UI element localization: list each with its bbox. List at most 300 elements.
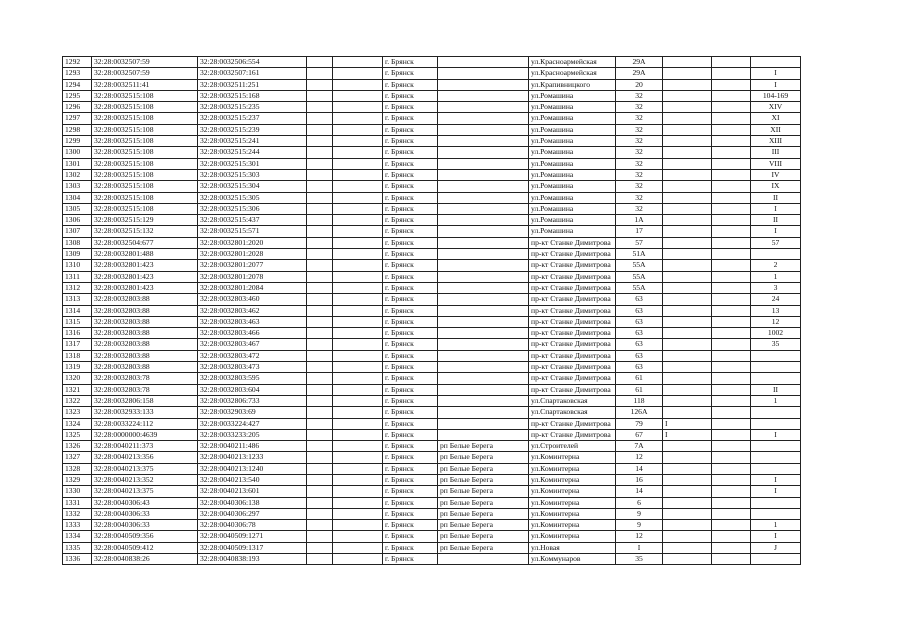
empty-cell — [333, 102, 383, 113]
table-row — [63, 294, 801, 305]
row-number: 1294 — [63, 79, 92, 90]
row-number: 1323 — [63, 407, 92, 418]
street: ул.Коминтерна — [529, 486, 616, 497]
empty-cell — [712, 520, 751, 531]
building-number — [663, 181, 712, 192]
premises-number: I — [751, 79, 801, 90]
table-row — [63, 520, 801, 531]
empty-cell — [712, 282, 751, 293]
parent-cadastral-number: 32:28:0040306:43 — [92, 497, 198, 508]
empty-cell — [307, 271, 333, 282]
table-row — [63, 169, 801, 180]
parent-cadastral-number: 32:28:0032515:108 — [92, 102, 198, 113]
empty-cell — [333, 249, 383, 260]
table-row — [63, 554, 801, 565]
cadastral-number: 32:28:0032801:2084 — [198, 282, 307, 293]
row-number: 1301 — [63, 158, 92, 169]
row-number: 1328 — [63, 463, 92, 474]
house-number: 51А — [616, 249, 663, 260]
cadastral-number: 32:28:0040306:297 — [198, 508, 307, 519]
empty-cell — [307, 520, 333, 531]
empty-cell — [333, 79, 383, 90]
street: пр-кт Станке Димитрова — [529, 362, 616, 373]
premises-number — [751, 452, 801, 463]
empty-cell — [712, 418, 751, 429]
row-number: 1333 — [63, 520, 92, 531]
house-number: 16 — [616, 474, 663, 485]
house-number: 126А — [616, 407, 663, 418]
row-number: 1312 — [63, 282, 92, 293]
parent-cadastral-number: 32:28:0032515:108 — [92, 90, 198, 101]
cadastral-number: 32:28:0032515:303 — [198, 169, 307, 180]
city: г. Брянск — [383, 181, 438, 192]
empty-cell — [307, 395, 333, 406]
city: г. Брянск — [383, 169, 438, 180]
table-row — [63, 441, 801, 452]
settlement — [438, 68, 529, 79]
table-row — [63, 90, 801, 101]
empty-cell — [333, 271, 383, 282]
street: пр-кт Станке Димитрова — [529, 237, 616, 248]
row-number: 1295 — [63, 90, 92, 101]
settlement: рп Белые Берега — [438, 452, 529, 463]
premises-number — [751, 497, 801, 508]
settlement — [438, 407, 529, 418]
parent-cadastral-number: 32:28:0032515:108 — [92, 124, 198, 135]
street: пр-кт Станке Димитрова — [529, 328, 616, 339]
empty-cell — [307, 90, 333, 101]
street: ул.Ромашина — [529, 158, 616, 169]
cadastral-number: 32:28:0032803:460 — [198, 294, 307, 305]
empty-cell — [333, 429, 383, 440]
house-number: 55А — [616, 271, 663, 282]
city: г. Брянск — [383, 554, 438, 565]
parent-cadastral-number: 32:28:0032803:88 — [92, 316, 198, 327]
house-number: 32 — [616, 181, 663, 192]
empty-cell — [307, 113, 333, 124]
settlement — [438, 395, 529, 406]
table-row — [63, 486, 801, 497]
empty-cell — [307, 452, 333, 463]
empty-cell — [333, 497, 383, 508]
table-row — [63, 113, 801, 124]
row-number: 1308 — [63, 237, 92, 248]
settlement: рп Белые Берега — [438, 520, 529, 531]
row-number: 1320 — [63, 373, 92, 384]
premises-number — [751, 350, 801, 361]
cadastral-number: 32:28:0040509:1317 — [198, 542, 307, 553]
empty-cell — [712, 147, 751, 158]
city: г. Брянск — [383, 249, 438, 260]
row-number: 1327 — [63, 452, 92, 463]
building-number — [663, 237, 712, 248]
row-number: 1302 — [63, 169, 92, 180]
cadastral-number: 32:28:0032803:466 — [198, 328, 307, 339]
building-number — [663, 79, 712, 90]
parent-cadastral-number: 32:28:0032515:108 — [92, 158, 198, 169]
building-number — [663, 452, 712, 463]
table-row — [63, 136, 801, 147]
empty-cell — [333, 463, 383, 474]
parent-cadastral-number: 32:28:0032803:88 — [92, 362, 198, 373]
settlement — [438, 305, 529, 316]
empty-cell — [712, 124, 751, 135]
empty-cell — [712, 486, 751, 497]
street: ул.Строителей — [529, 441, 616, 452]
empty-cell — [333, 316, 383, 327]
empty-cell — [712, 542, 751, 553]
cadastral-number: 32:28:0032803:462 — [198, 305, 307, 316]
cadastral-number: 32:28:0032803:467 — [198, 339, 307, 350]
city: г. Брянск — [383, 124, 438, 135]
row-number: 1304 — [63, 192, 92, 203]
street: ул.Ромашина — [529, 124, 616, 135]
cadastral-number: 32:28:0040213:601 — [198, 486, 307, 497]
street: пр-кт Станке Димитрова — [529, 305, 616, 316]
settlement — [438, 79, 529, 90]
premises-number — [751, 249, 801, 260]
parent-cadastral-number: 32:28:0032515:108 — [92, 147, 198, 158]
cadastral-number: 32:28:0033233:205 — [198, 429, 307, 440]
empty-cell — [307, 350, 333, 361]
empty-cell — [333, 260, 383, 271]
premises-number: I — [751, 203, 801, 214]
empty-cell — [307, 316, 333, 327]
empty-cell — [307, 215, 333, 226]
city: г. Брянск — [383, 373, 438, 384]
house-number: 1А — [616, 215, 663, 226]
cadastral-number: 32:28:0032515:304 — [198, 181, 307, 192]
empty-cell — [307, 429, 333, 440]
street: пр-кт Станке Димитрова — [529, 339, 616, 350]
empty-cell — [307, 418, 333, 429]
building-number — [663, 158, 712, 169]
building-number — [663, 373, 712, 384]
city: г. Брянск — [383, 474, 438, 485]
cadastral-number: 32:28:0040306:78 — [198, 520, 307, 531]
street: ул.Спартаковская — [529, 395, 616, 406]
empty-cell — [712, 316, 751, 327]
cadastral-number: 32:28:0032803:463 — [198, 316, 307, 327]
empty-cell — [307, 124, 333, 135]
empty-cell — [712, 508, 751, 519]
premises-number — [751, 373, 801, 384]
settlement — [438, 350, 529, 361]
building-number — [663, 169, 712, 180]
city: г. Брянск — [383, 463, 438, 474]
city: г. Брянск — [383, 68, 438, 79]
street: ул.Ромашина — [529, 113, 616, 124]
row-number: 1331 — [63, 497, 92, 508]
table-row — [63, 271, 801, 282]
empty-cell — [712, 249, 751, 260]
empty-cell — [333, 508, 383, 519]
empty-cell — [712, 192, 751, 203]
parent-cadastral-number: 32:28:0032515:108 — [92, 181, 198, 192]
empty-cell — [712, 429, 751, 440]
street: ул.Спартаковская — [529, 407, 616, 418]
cadastral-number: 32:28:0032506:554 — [198, 57, 307, 68]
settlement — [438, 384, 529, 395]
row-number: 1322 — [63, 395, 92, 406]
street: ул.Красноармейская — [529, 68, 616, 79]
street: пр-кт Станке Димитрова — [529, 260, 616, 271]
house-number: 32 — [616, 203, 663, 214]
table-row — [63, 305, 801, 316]
premises-number: II — [751, 384, 801, 395]
empty-cell — [333, 294, 383, 305]
city: г. Брянск — [383, 260, 438, 271]
cadastral-number: 32:28:0032515:437 — [198, 215, 307, 226]
street: пр-кт Станке Димитрова — [529, 249, 616, 260]
premises-number: I — [751, 226, 801, 237]
empty-cell — [712, 90, 751, 101]
street: ул.Коммунаров — [529, 554, 616, 565]
empty-cell — [712, 169, 751, 180]
empty-cell — [307, 203, 333, 214]
table-row — [63, 158, 801, 169]
street: ул.Коминтерна — [529, 452, 616, 463]
house-number: 7А — [616, 441, 663, 452]
table-row — [63, 192, 801, 203]
parent-cadastral-number: 32:28:0040213:356 — [92, 452, 198, 463]
table-row — [63, 452, 801, 463]
street: ул.Коминтерна — [529, 497, 616, 508]
street: ул.Ромашина — [529, 169, 616, 180]
parent-cadastral-number: 32:28:0032515:108 — [92, 192, 198, 203]
premises-number — [751, 554, 801, 565]
building-number — [663, 339, 712, 350]
empty-cell — [307, 542, 333, 553]
street: пр-кт Станке Димитрова — [529, 294, 616, 305]
house-number: 118 — [616, 395, 663, 406]
house-number: 63 — [616, 350, 663, 361]
parent-cadastral-number: 32:28:0040211:373 — [92, 441, 198, 452]
row-number: 1321 — [63, 384, 92, 395]
table-row — [63, 147, 801, 158]
parent-cadastral-number: 32:28:0032507:59 — [92, 68, 198, 79]
parent-cadastral-number: 32:28:0032515:132 — [92, 226, 198, 237]
building-number — [663, 497, 712, 508]
cadastral-number: 32:28:0040213:540 — [198, 474, 307, 485]
street: ул.Ромашина — [529, 215, 616, 226]
table-row — [63, 68, 801, 79]
house-number: 63 — [616, 305, 663, 316]
building-number — [663, 395, 712, 406]
premises-number: I — [751, 429, 801, 440]
premises-number: XIII — [751, 136, 801, 147]
premises-number — [751, 508, 801, 519]
empty-cell — [712, 305, 751, 316]
settlement — [438, 554, 529, 565]
row-number: 1296 — [63, 102, 92, 113]
table-row — [63, 508, 801, 519]
empty-cell — [333, 474, 383, 485]
settlement — [438, 136, 529, 147]
empty-cell — [307, 339, 333, 350]
settlement — [438, 215, 529, 226]
table-row — [63, 226, 801, 237]
row-number: 1329 — [63, 474, 92, 485]
premises-number: 1 — [751, 395, 801, 406]
settlement — [438, 362, 529, 373]
city: г. Брянск — [383, 362, 438, 373]
row-number: 1324 — [63, 418, 92, 429]
empty-cell — [307, 294, 333, 305]
premises-number — [751, 463, 801, 474]
row-number: 1309 — [63, 249, 92, 260]
city: г. Брянск — [383, 339, 438, 350]
row-number: 1317 — [63, 339, 92, 350]
empty-cell — [307, 260, 333, 271]
building-number — [663, 520, 712, 531]
settlement: рп Белые Берега — [438, 441, 529, 452]
building-number — [663, 328, 712, 339]
empty-cell — [307, 328, 333, 339]
settlement — [438, 260, 529, 271]
city: г. Брянск — [383, 508, 438, 519]
house-number: 14 — [616, 463, 663, 474]
house-number: 12 — [616, 452, 663, 463]
empty-cell — [307, 282, 333, 293]
settlement — [438, 147, 529, 158]
cadastral-number: 32:28:0032806:733 — [198, 395, 307, 406]
settlement — [438, 316, 529, 327]
parent-cadastral-number: 32:28:0032801:488 — [92, 249, 198, 260]
empty-cell — [333, 282, 383, 293]
row-number: 1336 — [63, 554, 92, 565]
premises-number: III — [751, 147, 801, 158]
empty-cell — [712, 350, 751, 361]
cadastral-number: 32:28:0032803:604 — [198, 384, 307, 395]
building-number — [663, 282, 712, 293]
empty-cell — [333, 441, 383, 452]
city: г. Брянск — [383, 418, 438, 429]
empty-cell — [307, 79, 333, 90]
table-row — [63, 542, 801, 553]
parent-cadastral-number: 32:28:0040213:375 — [92, 486, 198, 497]
row-number: 1311 — [63, 271, 92, 282]
cadastral-number: 32:28:0032511:251 — [198, 79, 307, 90]
table-row — [63, 395, 801, 406]
settlement — [438, 339, 529, 350]
city: г. Брянск — [383, 395, 438, 406]
parent-cadastral-number: 32:28:0040838:26 — [92, 554, 198, 565]
settlement — [438, 158, 529, 169]
row-number: 1325 — [63, 429, 92, 440]
registry-body — [63, 57, 801, 565]
empty-cell — [307, 68, 333, 79]
street: ул.Ромашина — [529, 203, 616, 214]
street: пр-кт Станке Димитрова — [529, 350, 616, 361]
parent-cadastral-number: 32:28:0040213:375 — [92, 463, 198, 474]
street: ул.Красноармейская — [529, 57, 616, 68]
building-number — [663, 260, 712, 271]
parent-cadastral-number: 32:28:0032515:108 — [92, 203, 198, 214]
cadastral-number: 32:28:0032515:241 — [198, 136, 307, 147]
table-row — [63, 429, 801, 440]
cadastral-number: 32:28:0032515:168 — [198, 90, 307, 101]
cadastral-number: 32:28:0032801:2020 — [198, 237, 307, 248]
street: ул.Коминтерна — [529, 474, 616, 485]
empty-cell — [307, 226, 333, 237]
empty-cell — [333, 215, 383, 226]
row-number: 1310 — [63, 260, 92, 271]
row-number: 1335 — [63, 542, 92, 553]
premises-number: 35 — [751, 339, 801, 350]
cadastral-number: 32:28:0040213:1233 — [198, 452, 307, 463]
parent-cadastral-number: 32:28:0032801:423 — [92, 260, 198, 271]
parent-cadastral-number: 32:28:0032803:88 — [92, 350, 198, 361]
city: г. Брянск — [383, 215, 438, 226]
parent-cadastral-number: 32:28:0032507:59 — [92, 57, 198, 68]
empty-cell — [712, 181, 751, 192]
empty-cell — [307, 384, 333, 395]
premises-number: IX — [751, 181, 801, 192]
premises-number: 57 — [751, 237, 801, 248]
settlement: рп Белые Берега — [438, 508, 529, 519]
table-row — [63, 79, 801, 90]
table-row — [63, 373, 801, 384]
empty-cell — [307, 136, 333, 147]
cadastral-number: 32:28:0032515:237 — [198, 113, 307, 124]
premises-number: 24 — [751, 294, 801, 305]
empty-cell — [307, 441, 333, 452]
empty-cell — [712, 452, 751, 463]
building-number — [663, 57, 712, 68]
house-number: 32 — [616, 192, 663, 203]
empty-cell — [333, 113, 383, 124]
premises-number: II — [751, 215, 801, 226]
premises-number: XI — [751, 113, 801, 124]
building-number — [663, 350, 712, 361]
empty-cell — [333, 169, 383, 180]
empty-cell — [307, 463, 333, 474]
premises-number: I — [751, 68, 801, 79]
premises-number — [751, 362, 801, 373]
street: ул.Ромашина — [529, 136, 616, 147]
empty-cell — [333, 90, 383, 101]
empty-cell — [712, 215, 751, 226]
city: г. Брянск — [383, 452, 438, 463]
empty-cell — [307, 474, 333, 485]
table-row — [63, 497, 801, 508]
house-number: 29А — [616, 68, 663, 79]
parent-cadastral-number: 32:28:0032515:108 — [92, 136, 198, 147]
building-number — [663, 384, 712, 395]
street: ул.Коминтерна — [529, 520, 616, 531]
street: пр-кт Станке Димитрова — [529, 316, 616, 327]
registry-table — [62, 56, 801, 565]
city: г. Брянск — [383, 158, 438, 169]
house-number: 9 — [616, 520, 663, 531]
empty-cell — [307, 147, 333, 158]
cadastral-number: 32:28:0040213:1240 — [198, 463, 307, 474]
building-number — [663, 542, 712, 553]
settlement: рп Белые Берега — [438, 474, 529, 485]
building-number — [663, 441, 712, 452]
table-row — [63, 407, 801, 418]
cadastral-number: 32:28:0032515:306 — [198, 203, 307, 214]
empty-cell — [712, 474, 751, 485]
building-number: I — [663, 429, 712, 440]
cadastral-number: 32:28:0032515:305 — [198, 192, 307, 203]
building-number — [663, 554, 712, 565]
empty-cell — [712, 158, 751, 169]
house-number: 14 — [616, 486, 663, 497]
house-number: 63 — [616, 316, 663, 327]
empty-cell — [712, 328, 751, 339]
